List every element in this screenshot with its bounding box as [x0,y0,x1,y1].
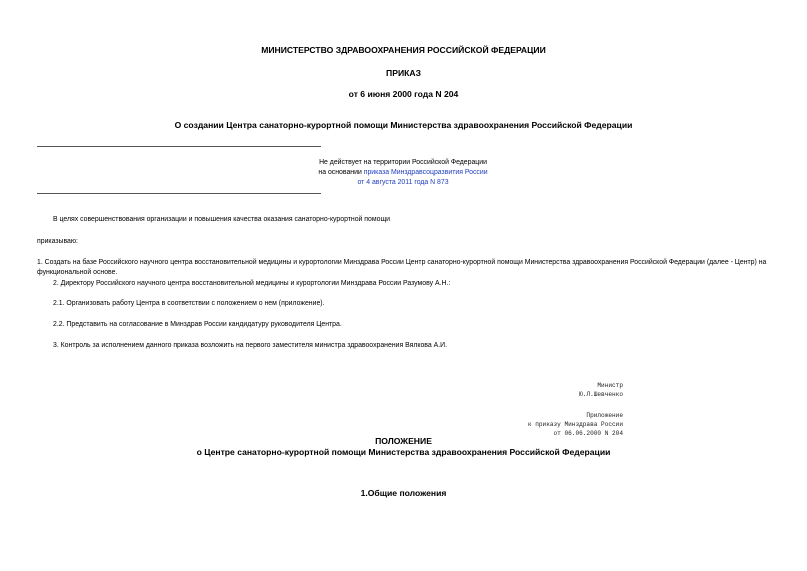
intro-paragraph: В целях совершенствования организации и повышения качества оказания санаторно-курортной помощи [53,216,390,223]
section-1-heading: 1.Общие положения [360,488,447,498]
item-3: 3. Контроль за исполнением данного приказа возложить на первого заместителя министра здравоохранения Вялкова А.И. [53,342,448,349]
doc-date-number: от 6 июня 2000 года N 204 [348,89,459,99]
doc-type-heading: ПРИКАЗ [386,68,421,78]
item-1: 1. Создать на базе Российского научного центра восстановительной медицины и курортологии Минздрава России Центр санаторно-курортной помощи Министерства здравоохранения Российской Федерации (далее - Центр) на функциональной основе. [37,259,767,276]
status-line-2 [300,168,506,178]
status-line-2-prefix: на основании [318,169,364,176]
status-notice [300,158,506,188]
appendix-line-1: Приложение [586,412,623,419]
appendix-line-3: от 06.06.2000 N 204 [553,430,623,437]
doc-title: О создании Центра санаторно-курортной помощи Министерства здравоохранения Российской Федерации [174,120,633,130]
status-divider-top [37,146,321,147]
ministry-heading: МИНИСТЕРСТВО ЗДРАВООХРАНЕНИЯ РОССИЙСКОЙ ФЕДЕРАЦИИ [261,45,546,55]
signature-name: Ю.Л.Шевченко [579,391,623,398]
signature-block [579,381,623,399]
item-2-1: 2.1. Организовать работу Центра в соответствии с положением о нем (приложение). [53,300,325,307]
status-line-1: Не действует на территории Российской Федерации [319,159,487,166]
order-word: приказываю: [37,238,78,245]
repeal-order-date-link[interactable]: от 4 августа 2011 года N 873 [357,179,449,186]
item-2-2: 2.2. Представить на согласование в Минздрав России кандидатуру руководителя Центра. [53,321,342,328]
item-2: 2. Директору Российского научного центра восстановительной медицины и курортологии Минздрава России Разумову А.Н.: [53,280,451,287]
signature-role: Министр [597,382,623,389]
repeal-order-link[interactable]: приказа Минздравсоцразвития России [363,169,488,176]
regulation-title: ПОЛОЖЕНИЕ [375,436,432,446]
appendix-line-2: к приказу Минздрава России [527,421,623,428]
regulation-subtitle: о Центре санаторно-курортной помощи Министерства здравоохранения Российской Федерации [196,447,611,457]
appendix-block [528,411,623,438]
status-divider-bottom [37,193,321,194]
